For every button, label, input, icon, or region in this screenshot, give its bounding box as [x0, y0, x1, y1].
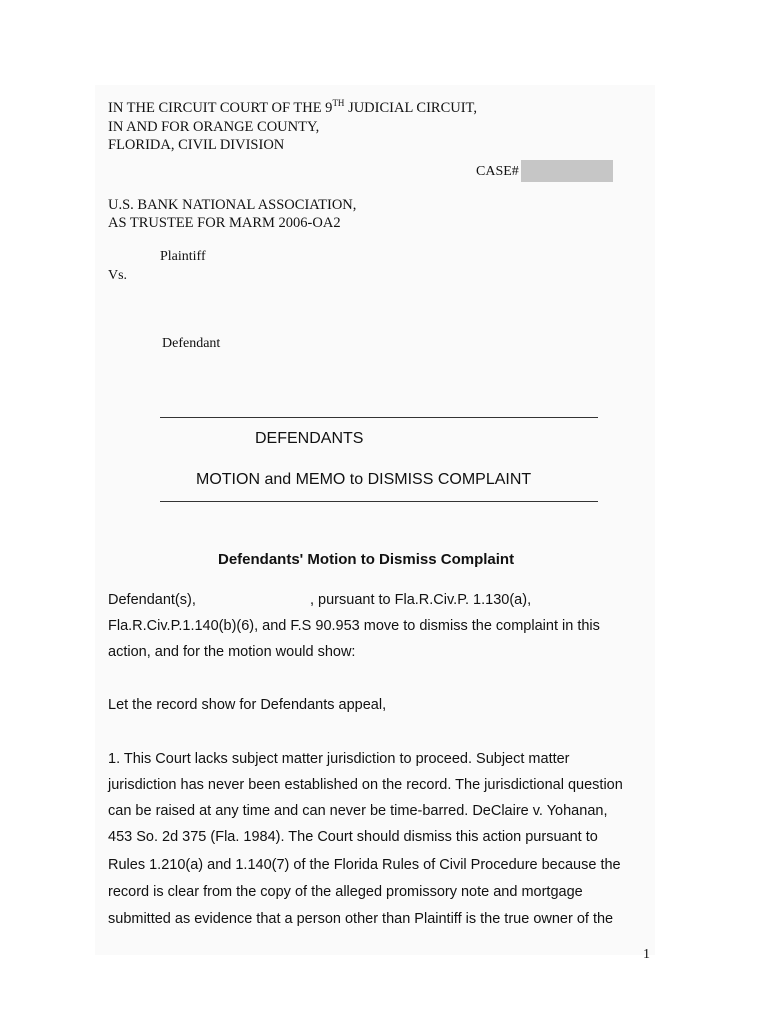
caption-superscript: TH [332, 98, 345, 108]
case-number-redaction [521, 160, 613, 182]
title-bottom-rule [160, 501, 598, 502]
plaintiff-name-line-1: U.S. BANK NATIONAL ASSOCIATION, [108, 197, 357, 213]
plaintiff-name [108, 196, 356, 232]
caption-line-1-end: JUDICIAL CIRCUIT, [344, 100, 477, 116]
case-number-label: CASE# [476, 164, 519, 179]
section-heading: Defendants' Motion to Dismiss Complaint [218, 551, 515, 568]
title-top-rule [160, 417, 598, 418]
intro-line-3: action, and for the motion would show: [108, 644, 356, 660]
caption-line-2: IN AND FOR ORANGE COUNTY, [108, 118, 320, 135]
caption-line-3: FLORIDA, CIVIL DIVISION [108, 137, 285, 153]
record-statement: Let the record show for Defendants appeal, [108, 697, 387, 713]
court-caption [108, 94, 477, 155]
intro-line-2: Fla.R.Civ.P.1.140(b)(6), and F.S 90.953 move to dismiss the complaint in this [108, 618, 600, 634]
point-1-line-5: Rules 1.210(a) and 1.140(7) of the Florida Rules of Civil Procedure because the [108, 857, 621, 873]
plaintiff-name-line-2: AS TRUSTEE FOR MARM 2006-OA2 [108, 215, 341, 231]
intro-line-1: Defendant(s), [108, 592, 196, 608]
motion-title-line-2: MOTION and MEMO to DISMISS COMPLAINT [196, 471, 532, 488]
point-1-line-1: 1. This Court lacks subject matter jurisdiction to proceed. Subject matter [108, 751, 570, 767]
page-number: 1 [643, 947, 650, 962]
point-1-line-2: jurisdiction has never been established on the record. The jurisdictional question [108, 777, 623, 793]
point-1-line-7: submitted as evidence that a person other than Plaintiff is the true owner of the [108, 911, 614, 927]
motion-title-line-1: DEFENDANTS [255, 430, 364, 447]
plaintiff-label: Plaintiff [160, 249, 206, 264]
point-1-line-3: can be raised at any time and can never be time-barred. DeClaire v. Yohanan, [108, 803, 608, 819]
intro-line-1-continued: , pursuant to Fla.R.Civ.P. 1.130(a), [310, 592, 532, 608]
point-1-line-6: record is clear from the copy of the alleged promissory note and mortgage [108, 884, 583, 900]
defendant-label: Defendant [162, 336, 221, 351]
versus-label: Vs. [108, 268, 128, 283]
point-1-line-4: 453 So. 2d 375 (Fla. 1984). The Court should dismiss this action pursuant to [108, 829, 598, 845]
caption-line-1: IN THE CIRCUIT COURT OF THE 9 [108, 100, 333, 116]
